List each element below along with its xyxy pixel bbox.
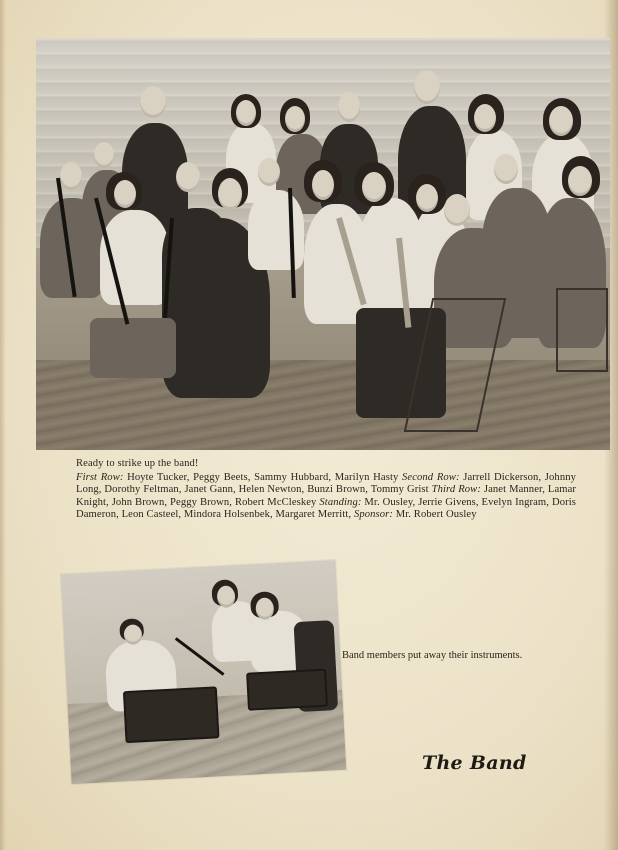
- first-row-names: Hoyte Tucker, Peggy Beets, Sammy Hubbard, Marilyn Hasty: [127, 471, 399, 483]
- person-head: [338, 92, 360, 122]
- person-head: [94, 142, 114, 168]
- person-head: [362, 172, 386, 202]
- person-head: [285, 106, 305, 132]
- person-head: [236, 100, 256, 126]
- person-head: [494, 154, 518, 184]
- standing-names: Mr. Ousley, Jerrie Givens, Evelyn Ingram, Doris Dameron, Leon Casteel, Mindora Holsenbek, Margaret Merritt,: [76, 496, 576, 521]
- person-head: [114, 180, 136, 208]
- third-row-names: Janet Manner, Lamar Knight, John Brown, Peggy Brown, Robert McCleskey: [76, 484, 577, 508]
- person-head: [312, 170, 334, 200]
- second-row-names: Jarrell Dickerson, Johnny Long, Dorothy Feltman, Janet Gann, Helen Newton, Bunzi Brown, Tommy Grist: [76, 471, 577, 496]
- person-head: [568, 166, 592, 196]
- person-head: [258, 158, 280, 186]
- instrument-storage-photo: [61, 560, 347, 784]
- instrument-storage-photo-wrap: [66, 567, 341, 777]
- first-row-label: First Row:: [76, 471, 124, 483]
- section-title: The Band: [422, 752, 527, 774]
- main-photo-caption: [76, 458, 576, 522]
- caption-lead: Ready to strike up the band!: [76, 458, 199, 469]
- third-row-label: Third Row:: [431, 484, 481, 496]
- seated-person: [248, 190, 304, 270]
- instrument-case: [123, 686, 220, 743]
- person-head: [549, 106, 573, 136]
- caption-names: [76, 472, 576, 522]
- seated-legs: [90, 318, 176, 378]
- standing-label: Standing:: [319, 496, 362, 508]
- page-edge-shadow: [0, 0, 6, 850]
- person-head: [416, 184, 438, 212]
- band-group-photo: [36, 38, 610, 450]
- sponsor-label: Sponsor:: [353, 509, 393, 521]
- small-photo-caption: Band members put away their instruments.: [342, 650, 523, 661]
- person-head: [176, 162, 200, 192]
- folding-chair: [556, 288, 608, 372]
- person-head: [474, 104, 496, 132]
- instrument-case: [246, 669, 328, 711]
- sponsor-name: Mr. Robert Ousley: [395, 509, 477, 521]
- person-head: [60, 162, 82, 190]
- person-head: [444, 194, 470, 226]
- person-head: [414, 70, 440, 104]
- person-head: [218, 178, 242, 210]
- second-row-label: Second Row:: [402, 471, 460, 483]
- person-head: [140, 86, 166, 118]
